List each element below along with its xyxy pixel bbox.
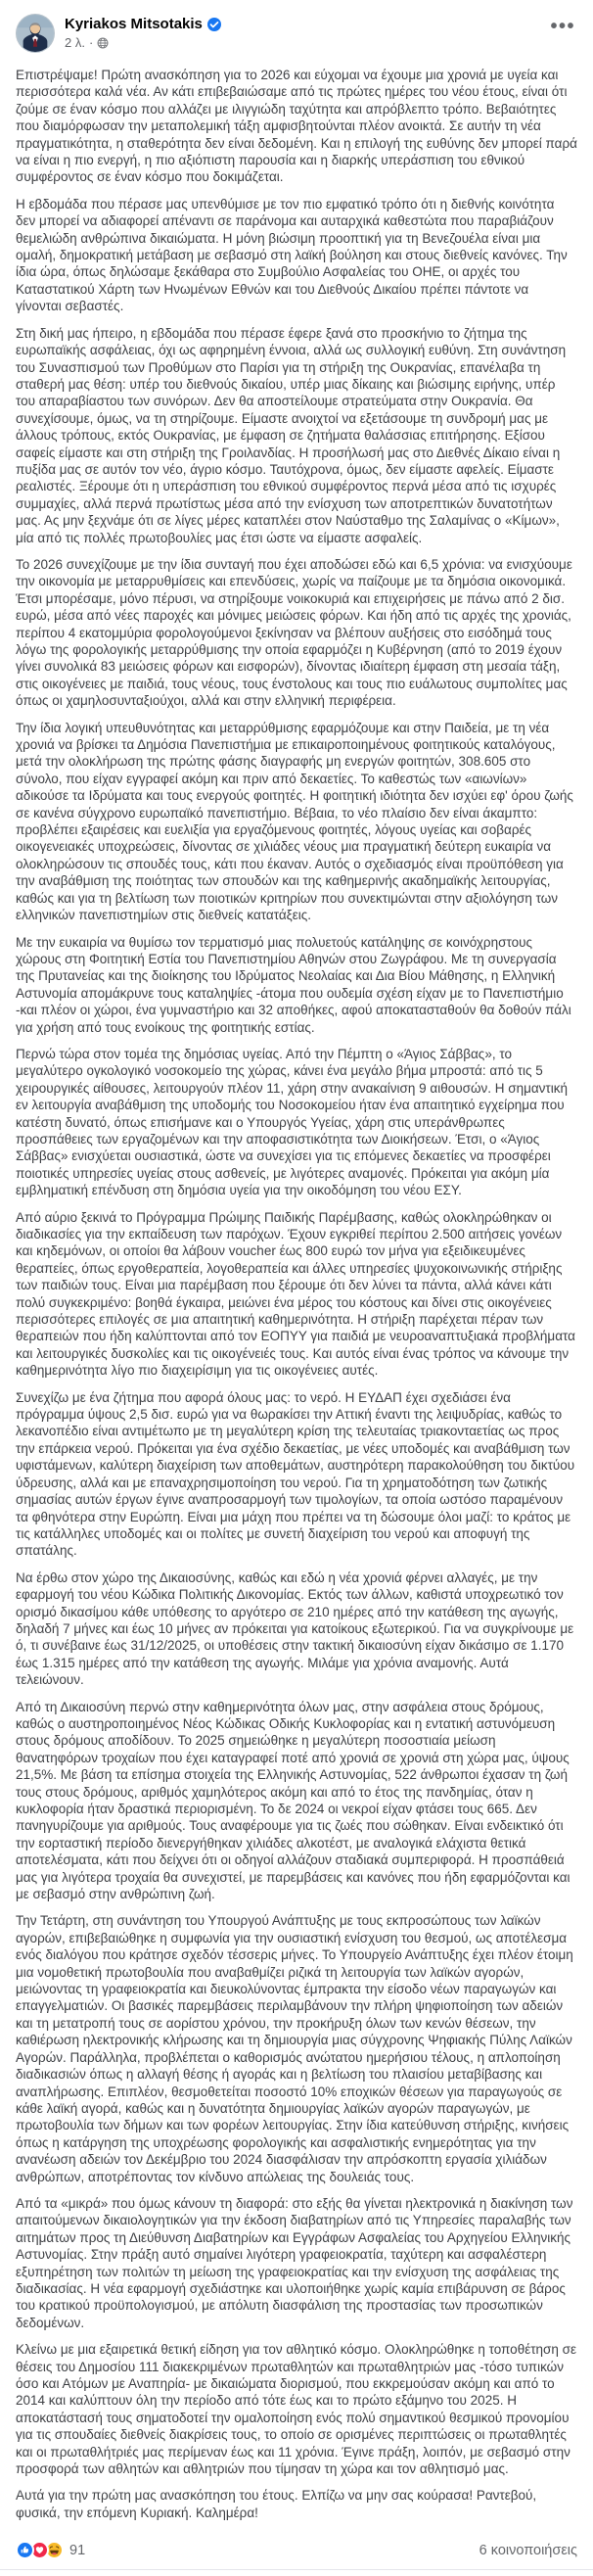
post-text	[0, 61, 593, 2535]
header-text-block	[65, 14, 221, 50]
avatar-portrait-image	[17, 15, 54, 52]
post-header	[0, 0, 593, 61]
post-paragraph: Επιστρέψαμε! Πρώτη ανασκόπηση για το 2026 και εύχομαι να έχουμε μια χρονιά με υγεία και περισσότερα καλά νέα. Αν κάτι επιβεβαιώσαμε από τις πρώτες ημέρες του νέου έτους, είναι ότι ζούμε σε έναν κόσμο που αλλάζει με ιλιγγιώδη ταχύτητα και απρόβλεπτο τρόπο. Βεβαιότητες που διαμόρφωσαν την μεταπολεμική τάξη αμφισβητούνται πλέον ανοικτά. Σε αυτήν τη νέα πραγματικότητα, η σταθερότητα δεν είναι δεδομένη. Και η επιλογή της ευθύνης δεν μπορεί παρά να είναι η πιο ενεργή, η πιο αξιόπιστη παρουσία και η διαρκής υπεράσπιση του εθνικού συμφέροντος σε έναν κόσμο που δοκιμάζεται.	[16, 68, 581, 185]
post-paragraph: Η εβδομάδα που πέρασε μας υπενθύμισε με τον πιο εμφατικό τρόπο ότι η διεθνής κοινότητα δεν μπορεί να αδιαφορεί απέναντι σε παράνομα και αυταρχικά καθεστώτα που παραβιάζουν θεμελιώδη ανθρώπινα δικαιώματα. Η μόνη βιώσιμη προοπτική για τη Βενεζουέλα είναι μια ομαλή, δημοκρατική μετάβαση με σεβασμό στη λαϊκή βούληση και στους διεθνείς κανόνες. Την ίδια ώρα, όπως δηλώσαμε ξεκάθαρα στο Συμβούλιο Ασφαλείας του ΟΗΕ, οι αρχές του Καταστατικού Χάρτη των Ηνωμένων Εθνών και του Διεθνούς Δικαίου πρέπει πάντοτε να γίνονται σεβαστές.	[16, 196, 571, 314]
post-meta	[65, 35, 221, 50]
share-count[interactable]: 6 κοινοποιήσεις	[479, 2542, 577, 2558]
verified-badge-icon	[207, 18, 221, 31]
post-paragraph: Στη δική μας ήπειρο, η εβδομάδα που πέρασε έφερε ξανά στο προσκήνιο το ζήτημα της ευρωπαϊκής ασφάλειας, όχι ως αφηρημένη έννοια, αλλά ως συλλογική ευθύνη. Στη συνάντηση του Συνασπισμού των Προθύμων στο Παρίσι για τη στήριξη της Ουκρανίας, επανέλαβα τη σταθερή μας θέση: υπέρ του διεθνούς δικαίου, υπέρ μιας δίκαιης και βιώσιμης ειρήνης, υπέρ του απαραβίαστου των συνόρων. Δεν θα αποστείλουμε στρατεύματα στην Ουκρανία. Θα συνεχίσουμε, όμως, να τη στηρίζουμε. Είμαστε ανοιχτοί να εξετάσουμε τη συνδρομή μας με άλλους τρόπους, εκτός Ουκρανίας, με έμφαση σε ζητήματα θαλάσσιας επιτήρησης. Εξίσου σαφείς είμαστε και στη στήριξη της Γροιλανδίας. Η προσήλωσή μας στο Διεθνές Δίκαιο είναι η πυξίδα μας σε αυτόν τον νέο, άγριο κόσμο. Ταυτόχρονα, όμως, δεν είμαστε αφελείς. Είμαστε ρεαλιστές. Ξέρουμε ότι η υπεράσπιση του εθνικού συμφέροντος περνά μέσα από τις ισχυρές συμμαχίες, αλλά περνά πρωτίστως μέσα από την ενίσχυση των αποτρεπτικών δυνατοτήτων μας. Ας μην ξεχνάμε ότι σε λίγες μέρες καταπλέει στον Ναύσταθμο της Σαλαμίνας ο «Κίμων», μία από τις πολλές πρωτοβουλίες μας έτσι ώστε να είμαστε ασφαλείς.	[16, 325, 570, 545]
more-options-button[interactable]	[546, 16, 579, 37]
post-paragraph: Κλείνω με μια εξαιρετικά θετική είδηση για τον αθλητικό κόσμο. Ολοκληρώθηκε η τοποθέτηση σε θέσεις του Δημοσίου 111 διακεκριμένων πρωταθλητών και πρωταθλητριών μας -τόσο τυπικών όσο και Ατόμων με Αναπηρία- με δικαιώματα διορισμού, που εκκρεμούσαν ακόμη και από το 2014 και καλύπτουν όλη την περίοδο από τότε έως και το πρώτο εξάμηνο του 2025. Η αποκατάστασή τους σηματοδοτεί την ομαλοποίηση ενός πολύ σημαντικού θεσμικού προνομίου για τις σπουδαίες διεθνείς διακρίσεις τους, το οποίο σε ορισμένες περιπτώσεις οι πρωταθλητές και οι πρωταθλήτριές μας περίμεναν έως και 11 χρόνια. Έγινε πράξη, λοιπόν, με σεβασμό στην προσφορά των αθλητών και αθλητριών που τίμησαν τη χώρα και τον αθλητισμό μας.	[16, 2342, 580, 2477]
post-paragraph: Με την ευκαιρία να θυμίσω τον τερματισμό μιας πολυετούς κατάληψης σε κοινόχρηστους χώρους στη Φοιτητική Εστία του Πανεπιστημίου Αθηνών στου Ζωγράφου. Με τη συνεργασία της Πρυτανείας και της διοίκησης του Ιδρύματος Νεολαίας και Δια Βίου Μάθησης, η Ελληνική Αστυνομία απομάκρυνε τους καταληψίες -άτομα που ουδεμία σχέση είχαν με το Πανεπιστήμιο -και πλέον οι χώροι, ένα γυμναστήριο και 32 αποθήκες, αφού αποκατασταθούν θα δοθούν πάλι για χρήση από τους ενοίκους της φοιτητικής εστίας.	[16, 934, 575, 1035]
post-paragraph: Να έρθω στον χώρο της Δικαιοσύνης, καθώς και εδώ η νέα χρονιά φέρνει αλλαγές, με την εφαρμογή του νέου Κώδικα Πολιτικής Δικονομίας. Εκτός των άλλων, καθιστά υποχρεωτικό τον ορισμό δικασίμου κάθε υπόθεσης το αργότερο σε 210 ημέρες από την κατάθεση της αγωγής, δηλαδή 7 μήνες και έως 10 μήνες αν πρόκειται για κατοίκους εξωτερικού. Για να συγκρίνουμε με ό, τι συνέβαινε έως 31/12/2025, οι υποθέσεις στην τακτική δικαιοσύνη είχαν δικάσιμο σε 1.170 έως 1.315 ημέρες από την κατάθεση της αγωγής. Μιλάμε για χρόνια αναμονής. Αυτά τελειώνουν.	[16, 1569, 577, 1688]
post-paragraph: Την ίδια λογική υπευθυνότητας και μεταρρύθμισης εφαρμόζουμε και στην Παιδεία, με τη νέα χρονιά να βρίσκει τα Δημόσια Πανεπιστήμια με επικαιροποιημένους φοιτητικούς καταλόγους, μετά την ολοκλήρωση της πρώτης φάσης διαγραφής μη ενεργών φοιτητών, 308.605 στο σύνολο, που είχαν εγγραφεί ακόμη και πριν από δεκαετίες. Το καθεστώς των «αιωνίων» αδικούσε τα Ιδρύματα και τους ενεργούς φοιτητές. Η φοιτητική ιδιότητα δεν ισχύει εφ' όρου ζωής σε κανένα σύγχρονο ευρωπαϊκό πανεπιστήμιο. Βέβαια, το νέο πλαίσιο δεν είναι άκαμπτο: προβλέπει εξαιρέσεις και ευελιξία για εργαζόμενους φοιτητές, λόγους υγείας και σοβαρές οικογενειακές υποχρεώσεις, δίνοντας σε χιλιάδες νέους μια πραγματική δεύτερη ευκαιρία να ολοκληρώσουν τις σπουδές τους, κάτι που έκαναν. Αυτός ο σχεδιασμός είναι προϋπόθεση για την αναβάθμιση της ποιότητας των σπουδών και της καθημερινής ακαδημαϊκής λειτουργίας, καθώς και για τη βελτίωση των ποιοτικών κριτηρίων που συνεκτιμώνται στην αξιολόγηση των ελληνικών πανεπιστημίων στις διεθνείς κατατάξεις.	[16, 720, 577, 923]
post-paragraph: Περνώ τώρα στον τομέα της δημόσιας υγείας. Από την Πέμπτη ο «Άγιος Σάββας», το μεγαλύτερο ογκολογικό νοσοκομείο της χώρας, κάνει ένα μεγάλο βήμα μπροστά: από τις 5 χειρουργικές αίθουσες, λειτουργούν πλέον 11, χάρη στην ανακαίνιση 9 αιθουσών. Η σημαντική εν λειτουργία αναβάθμιση της υποδομής του Νοσοκομείου ήταν ένα απαιτητικό εγχείρημα που κατέστη δυνατό, όπως επισήμανε και ο Υπουργός Υγείας, χάρη στις υπεράνθρωπες προσπάθειες των εργαζομένων και την αποφασιστικότητα των Διοικήσεων. Έτσι, ο «Άγιος Σάββας» ενισχύεται ουσιαστικά, ώστε να συνεχίσει για τις επόμενες δεκαετίες να προσφέρει ποιοτικές υπηρεσίες υγείας στους ασθενείς, με λιγότερες αναμονές. Πρόκειται για ακόμη μία εμβληματική επένδυση στη δημόσια υγεία για την οικοδόμηση του νέου ΕΣΥ.	[16, 1046, 571, 1198]
author-name[interactable]: Kyriakos Mitsotakis	[65, 16, 203, 32]
globe-icon	[97, 37, 109, 49]
more-options-icon: •••	[550, 16, 575, 37]
post-paragraph: Την Τετάρτη, στη συνάντηση του Υπουργού Ανάπτυξης με τους εκπροσώπους των λαϊκών αγορών, επιβεβαιώθηκε η συμφωνία για την ουσιαστική ενίσχυση του θεσμού, ως αποτέλεσμα ενός διαλόγου που κράτησε σχεδόν τέσσερις μήνες. Το Υπουργείο Ανάπτυξης έχει πλέον έτοιμη μια νομοθετική πρωτοβουλία που αναβαθμίζει ριζικά τη λειτουργία των λαϊκών αγορών, μειώνοντας τη γραφειοκρατία και διευκολύνοντας έμπρακτα την είσοδο νέων παραγωγών και επαγγελματιών. Οι βασικές παρεμβάσεις περιλαμβάνουν την πλήρη ψηφιοποίηση των αδειών και τη μετατροπή τους σε αορίστου χρόνου, την προκήρυξη όλων των κενών θέσεων, την καθιέρωση ηλεκτρονικής κλήρωσης και τη δημιουργία μιας σύγχρονης Ψηφιακής Πύλης Λαϊκών Αγορών. Παράλληλα, προβλέπεται ο καθορισμός ανώτατου ημερήσιου τέλους, η απλοποίηση διαδικασιών όπως η αλλαγή θέσης ή αγοράς και η βελτίωση του πλαισίου μεταβίβασης και αναπλήρωσης. Επιπλέον, θεσμοθετείται ποσοστό 10% εποχικών θέσεων για παραγωγούς σε κάθε λαϊκή αγορά, καθώς και η δυνατότητα δημιουργίας λαϊκών αγορών παραγωγών, με πρωτοβουλία των δήμων και των φορέων λειτουργίας. Στην ίδια κατεύθυνση στήριξης, κινήσεις όπως η κατάργηση της υποχρέωσης φορολογικής και ασφαλιστικής ενημερότητας για την ανανέωση αδειών τον Δεκέμβριο του 2024 διασφάλισαν την απρόσκοπτη εργασία χιλιάδων ανθρώπων, αποτρέποντας τον κίνδυνο απώλειας της δουλειάς τους.	[16, 1913, 577, 2184]
profile-avatar[interactable]	[16, 14, 55, 53]
post-paragraph: Από αύριο ξεκινά το Πρόγραμμα Πρώιμης Παιδικής Παρέμβασης, καθώς ολοκληρώθηκαν οι διαδικασίες για την εκπαίδευση των παρόχων. Έχουν εγκριθεί περίπου 2.500 αιτήσεις γονέων και κηδεμόνων, οι οποίοι θα λάβουν voucher έως 800 ευρώ τον μήνα για εξειδικευμένες θεραπείες, όπως εργοθεραπεία, λογοθεραπεία και άλλες υπηρεσίες ψυχοκοινωνικής στήριξης των παιδιών τους. Είναι μια παρέμβαση που ξέρουμε ότι δεν λύνει τα πάντα, αλλά κάνει κάτι πολύ συγκεκριμένο: βοηθά έγκαιρα, μειώνει ένα μέρος του κόστους και δίνει στις οικογένειες περισσότερες επιλογές σε μια απαιτητική καθημερινότητα. Η στήριξη παρέχεται πέραν των θεραπειών που ήδη καλύπτονται από τον ΕΟΠΥΥ για παιδιά με νευροαναπτυξιακά προβλήματα και λειτουργικές δυσκολίες και τις οικογένειές τους. Και αυτός είναι ένας τρόπος να κάνουμε την καθημερινότητα λίγο πιο διαχειρίσιμη για τις οικογένειες αυτές.	[16, 1209, 579, 1379]
post-footer	[0, 2535, 593, 2570]
reactions-summary[interactable]	[16, 2541, 85, 2559]
reaction-count: 91	[69, 2542, 86, 2558]
post-paragraph: Από τη Δικαιοσύνη περνώ στην καθημερινότητα όλων μας, στην ασφάλεια στους δρόμους, καθώς ο αυστηροποιημένος Νέος Κώδικας Οδικής Κυκλοφορίας και η εντατική αστυνόμευση στους δρόμους αποδίδουν. Το 2025 σημειώθηκε η μεγαλύτερη ποσοστιαία μείωση θανατηφόρων τροχαίων που έχει καταγραφεί ποτέ από χρονιά σε χρονιά στη χώρα μας, ύψους 21,5%. Με βάση τα επίσημα στοιχεία της Ελληνικής Αστυνομίας, 522 άνθρωποι έχασαν τη ζωή τους στους δρόμους, αριθμός χαμηλότερος ακόμη και από το έτος της πανδημίας, όταν η κυκλοφορία ήταν δραστικά περιορισμένη. Το δε 2024 οι νεκροί είχαν φτάσει τους 665. Δεν πανηγυρίζουμε για αριθμούς. Τους αναφέρουμε για τις ζωές που σώθηκαν. Είναι ενδεικτικό ότι την εορταστική περίοδο διενεργήθηκαν χιλιάδες αλκοτέστ, με αναλογικά ελάχιστα θετικά αποτελέσματα, κάτι που δείχνει ότι οι οδηγοί αλλάζουν σταδιακά συμπεριφορά. Η προσπάθειά μας για λιγότερα τροχαία θα συνεχιστεί, με παρεμβάσεις και κανόνες που ήδη εφαρμόζονται και με σεβασμό στην ανθρώπινη ζωή.	[16, 1699, 574, 1902]
like-icon	[16, 2541, 34, 2559]
post-paragraph: Αυτά για την πρώτη μας ανασκόπηση του έτους. Ελπίζω να μην σας κούρασα! Ραντεβού, φυσικά, την επόμενη Κυριακή. Καλημέρα!	[16, 2488, 540, 2520]
post-paragraph: Συνεχίζω με ένα ζήτημα που αφορά όλους μας: το νερό. Η ΕΥΔΑΠ έχει σχεδιάσει ένα πρόγραμμα ύψους 2,5 δισ. ευρώ για να θωρακίσει την Αττική έναντι της λειψυδρίας, καθώς το λεκανοπέδιο είναι αντιμέτωπο με τη μεγαλύτερη κρίση της τελευταίας τριακονταετίας ως προς την επάρκεια νερού. Πρόκειται για ένα σχέδιο δεκαετίας, με νέες υποδομές και αναβάθμιση των υφιστάμενων, καλύτερη διαχείριση των αποθεμάτων, αυστηρότερη παρακολούθηση του δικτύου ύδρευσης, αλλά και με επαναχρησιμοποίηση του νερού. Για τη χρηματοδότηση των ζωτικής σημασίας αυτών έργων έγινε αναπροσαρμογή των τιμολογίων, τα οποία ωστόσο παραμένουν τα φθηνότερα στην Ευρώπη. Είναι μια μάχη που πρέπει να τη δώσουμε όλοι μαζί: το κράτος με τις κατάλληλες υποδομές και οι πολίτες με συνετή διαχείριση του νερού και αποφυγή της σπατάλης.	[16, 1389, 578, 1559]
post-paragraph: Το 2026 συνεχίζουμε με την ίδια συνταγή που έχει αποδώσει εδώ και 6,5 χρόνια: να ενισχύουμε την οικονομία με μεταρρυθμίσεις και επενδύσεις, χωρίς να παίζουμε με τα δημόσια οικονομικά. Έτσι μπορέσαμε, μόνο πέρυσι, να στηρίξουμε νοικοκυριά και επιχειρήσεις με πάνω από 2 δισ. ευρώ, μέσα από νέες παροχές και μόνιμες μειώσεις φόρων. Και ήδη από τις αρχές της χρονιάς, περίπου 4 εκατομμύρια φορολογούμενοι ξεκίνησαν να βλέπουν αυξήσεις στο εισόδημά τους λόγω της φορολογικής μεταρρύθμισης την οποία εφαρμόζει η Κυβέρνηση (από το 2019 έχουν γίνει συνολικά 83 μειώσεις φόρων και εισφορών), δίνοντας ιδιαίτερη έμφαση στη μεσαία τάξη, στις οικογένειες με παιδιά, τους νέους, τους ένστολους και τους πιο ευάλωτους συμπολίτες μας όπως οι χαμηλοσυνταξιούχοι, αλλά και στην ελληνική περιφέρεια.	[16, 556, 576, 709]
post-paragraph: Από τα «μικρά» που όμως κάνουν τη διαφορά: στο εξής θα γίνεται ηλεκτρονικά η διακίνηση των απαιτούμενων δικαιολογητικών για την έκδοση διαβατηρίων από τις Υπηρεσίες παραλαβής των αιτημάτων προς τη Διεύθυνση Διαβατηρίων και Εγγράφων Ασφαλείας του Αρχηγείου Ελληνικής Αστυνομίας. Στην πράξη αυτό σημαίνει λιγότερη γραφειοκρατία, ταχύτερη και ασφαλέστερη εξυπηρέτηση των πολιτών τη μείωση της γραφειοκρατίας και την ενίσχυση της ασφάλειας της διαδικασίας. Η νέα εφαρμογή σχεδιάστηκε και υλοποιήθηκε χωρίς καμία επιβάρυνση σε βάρος του κρατικού προϋπολογισμού, με απόλυτη διασφάλιση της προστασίας των προσωπικών δεδομένων.	[16, 2195, 577, 2330]
meta-separator: ·	[88, 35, 94, 50]
post-timestamp[interactable]: 2 λ.	[65, 35, 85, 50]
